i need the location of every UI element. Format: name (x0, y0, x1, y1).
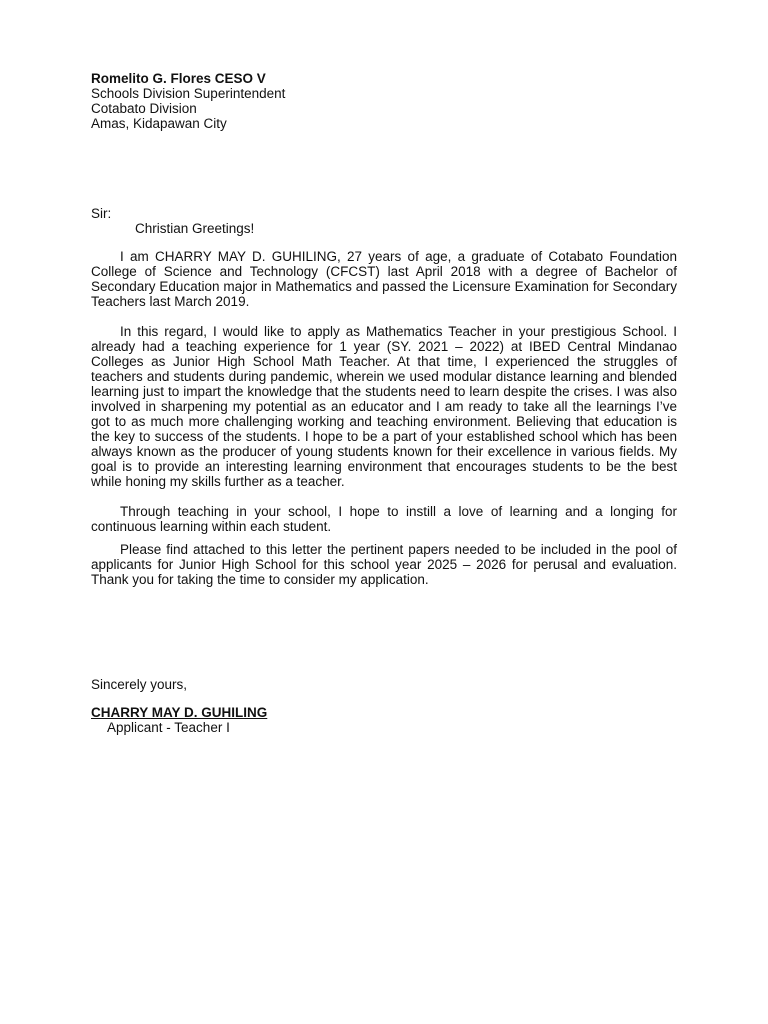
recipient-division: Cotabato Division (91, 101, 197, 116)
letter-page (91, 71, 677, 735)
closing: Sincerely yours, (91, 677, 188, 692)
signature-title: Applicant - Teacher I (107, 720, 230, 735)
recipient-position: Schools Division Superintendent (91, 86, 286, 101)
body-paragraph-2: In this regard, I would like to apply as Mathematics Teacher in your prestigious School. I already had a teaching experience for 1 year (SY. 2021 – 2022) at IBED Central Mindanao Colleges as Junior High School Math Teacher. At that time, I experienced the struggles of teachers and students during pandemic, wherein we used modular distance learning and blended learning just to impart the knowledge that the students need to learn despite the crises. I was also involved in sharpening my potential as an educator and I am ready to take all the learnings I’ve got to as much more challenging working and teaching environment. Believing that education is the key to success of the students. I hope to be a part of your established school which has been always known as the producer of young students known for their excellence in various fields. My goal is to provide an interesting learning environment that encourages students to be the best while honing my skills further as a teacher. (91, 324, 677, 489)
recipient-block (91, 71, 677, 131)
salutation: Sir: (91, 206, 112, 221)
body-paragraph-4: Please find attached to this letter the pertinent papers needed to be included in the pool of applicants for Junior High School for this school year 2025 – 2026 for perusal and evaluation. Thank you for taking the time to consider my application. (91, 542, 677, 587)
body-paragraph-3: Through teaching in your school, I hope to instill a love of learning and a longing for continuous learning within each student. (91, 504, 677, 534)
signature-name: CHARRY MAY D. GUHILING (91, 705, 268, 720)
signature-block (91, 705, 677, 735)
recipient-name: Romelito G. Flores CESO V (91, 71, 266, 86)
body-paragraph-1: I am CHARRY MAY D. GUHILING, 27 years of age, a graduate of Cotabato Foundation College of Science and Technology (CFCST) last April 2018 with a degree of Bachelor of Secondary Education major in Mathematics and passed the Licensure Examination for Secondary Teachers last March 2019. (91, 249, 677, 309)
recipient-address: Amas, Kidapawan City (91, 116, 227, 131)
greeting: Christian Greetings! (135, 221, 255, 236)
